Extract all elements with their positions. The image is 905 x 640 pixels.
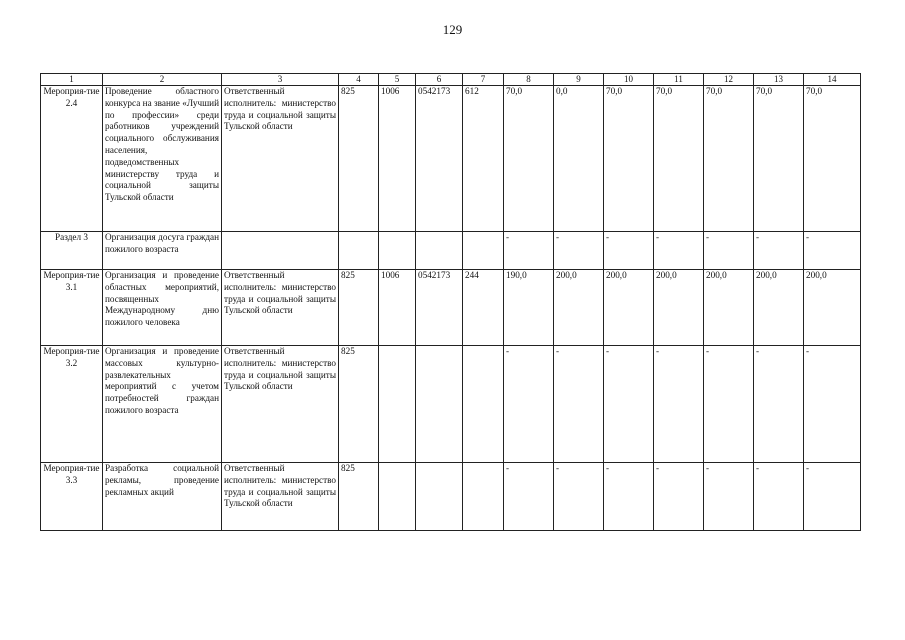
csr-cell: [416, 232, 463, 270]
value-cell: -: [554, 463, 604, 531]
value-cell: -: [804, 463, 861, 531]
value-cell: -: [554, 232, 604, 270]
value-cell: 200,0: [654, 270, 704, 346]
csr-cell: [416, 346, 463, 463]
vr-cell: [463, 346, 504, 463]
column-header: 7: [463, 74, 504, 86]
value-cell: 200,0: [804, 270, 861, 346]
value-cell: 70,0: [804, 86, 861, 232]
rzpr-cell: [379, 346, 416, 463]
rzpr-cell: 1006: [379, 86, 416, 232]
value-cell: -: [754, 346, 804, 463]
value-cell: -: [504, 232, 554, 270]
column-header: 8: [504, 74, 554, 86]
csr-cell: [416, 463, 463, 531]
row-label: Мероприя-тие 3.1: [41, 270, 103, 346]
table-row: [41, 270, 861, 346]
grbs-cell: 825: [339, 346, 379, 463]
program-table: [40, 73, 861, 531]
vr-cell: [463, 232, 504, 270]
column-header: 11: [654, 74, 704, 86]
row-name: Организация и проведение областных мероприятий, посвященных Международному дню пожилого человека: [103, 270, 222, 346]
value-cell: -: [804, 232, 861, 270]
row-executor: Ответственный исполнитель: министерство труда и социальной защиты Тульской области: [222, 270, 339, 346]
vr-cell: 612: [463, 86, 504, 232]
vr-cell: 244: [463, 270, 504, 346]
value-cell: -: [604, 232, 654, 270]
page-number: 129: [442, 22, 463, 37]
row-label: Раздел 3: [41, 232, 103, 270]
value-cell: -: [754, 232, 804, 270]
value-cell: -: [654, 346, 704, 463]
header-row: [41, 74, 861, 86]
grbs-cell: 825: [339, 86, 379, 232]
value-cell: -: [604, 346, 654, 463]
table-row: [41, 232, 861, 270]
value-cell: 190,0: [504, 270, 554, 346]
value-cell: 200,0: [554, 270, 604, 346]
row-name: Организация и проведение массовых культурно-развлекательных мероприятий с учетом потребностей граждан пожилого возраста: [103, 346, 222, 463]
table-row: [41, 463, 861, 531]
value-cell: -: [704, 232, 754, 270]
value-cell: 70,0: [604, 86, 654, 232]
value-cell: 70,0: [754, 86, 804, 232]
csr-cell: 0542173: [416, 270, 463, 346]
column-header: 2: [103, 74, 222, 86]
row-name: Организация досуга граждан пожилого возраста: [103, 232, 222, 270]
table-row: [41, 346, 861, 463]
value-cell: 200,0: [604, 270, 654, 346]
row-label: Мероприя-тие 2.4: [41, 86, 103, 232]
row-label: Мероприя-тие 3.2: [41, 346, 103, 463]
grbs-cell: 825: [339, 463, 379, 531]
column-header: 10: [604, 74, 654, 86]
value-cell: 0,0: [554, 86, 604, 232]
row-label: Мероприя-тие 3.3: [41, 463, 103, 531]
vr-cell: [463, 463, 504, 531]
value-cell: -: [654, 232, 704, 270]
row-executor: Ответственный исполнитель: министерство труда и социальной защиты Тульской области: [222, 86, 339, 232]
value-cell: -: [704, 346, 754, 463]
value-cell: 200,0: [704, 270, 754, 346]
value-cell: 200,0: [754, 270, 804, 346]
column-header: 3: [222, 74, 339, 86]
value-cell: -: [754, 463, 804, 531]
column-header: 14: [804, 74, 861, 86]
column-header: 4: [339, 74, 379, 86]
table-row: [41, 86, 861, 232]
column-header: 6: [416, 74, 463, 86]
row-executor: [222, 232, 339, 270]
value-cell: 70,0: [654, 86, 704, 232]
row-executor: Ответственный исполнитель: министерство труда и социальной защиты Тульской области: [222, 346, 339, 463]
value-cell: -: [704, 463, 754, 531]
value-cell: -: [604, 463, 654, 531]
column-header: 1: [41, 74, 103, 86]
value-cell: 70,0: [704, 86, 754, 232]
column-header: 9: [554, 74, 604, 86]
csr-cell: 0542173: [416, 86, 463, 232]
value-cell: -: [654, 463, 704, 531]
value-cell: 70,0: [504, 86, 554, 232]
value-cell: -: [804, 346, 861, 463]
column-header: 5: [379, 74, 416, 86]
column-header: 12: [704, 74, 754, 86]
rzpr-cell: [379, 463, 416, 531]
column-header: 13: [754, 74, 804, 86]
row-name: Разработка социальной рекламы, проведение рекламных акций: [103, 463, 222, 531]
value-cell: -: [554, 346, 604, 463]
grbs-cell: [339, 232, 379, 270]
rzpr-cell: 1006: [379, 270, 416, 346]
grbs-cell: 825: [339, 270, 379, 346]
value-cell: -: [504, 346, 554, 463]
rzpr-cell: [379, 232, 416, 270]
value-cell: -: [504, 463, 554, 531]
row-name: Проведение областного конкурса на звание «Лучший по профессии» среди работников учреждений социального обслуживания населения, подведомственных министерству труда и социальной защиты Тульской области: [103, 86, 222, 232]
row-executor: Ответственный исполнитель: министерство труда и социальной защиты Тульской области: [222, 463, 339, 531]
